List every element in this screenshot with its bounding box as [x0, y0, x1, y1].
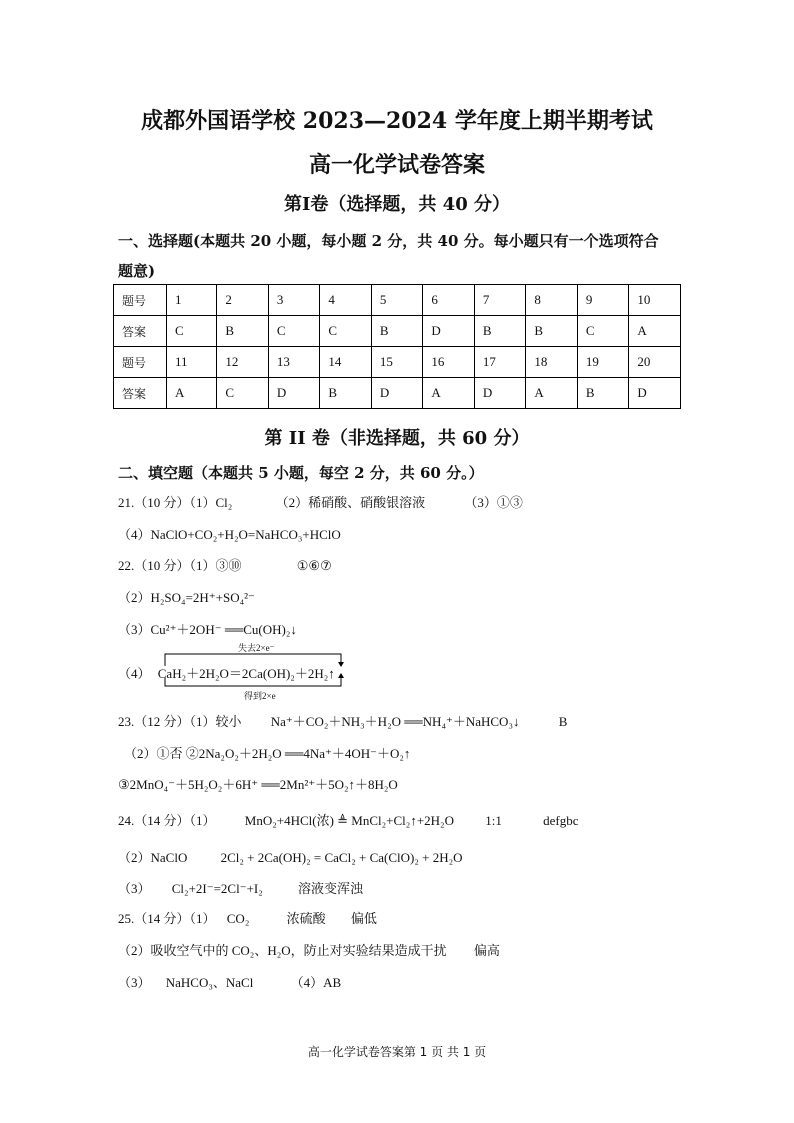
q24-part3: （3）	[118, 881, 151, 896]
table-cell: A	[167, 378, 217, 409]
q23-line3: ③2MnO₄⁻＋5H₂O₂＋6H⁺ ══2Mn²⁺＋5O₂↑＋8H₂O	[118, 777, 398, 792]
table-cell: 1	[167, 285, 217, 316]
q22-line2: （2）H₂SO₄=2H⁺+SO₄²⁻	[118, 590, 255, 605]
q22-line3: （3）Cu²⁺＋2OH⁻ ══Cu(OH)₂↓	[118, 622, 297, 637]
table-cell: 4	[320, 285, 372, 316]
q23-line2: （2）①否 ②2Na₂O₂＋2H₂O ══4Na⁺＋4OH⁻＋O₂↑	[124, 746, 411, 761]
q22-part1b: ①⑥⑦	[296, 558, 332, 573]
q25-effect2: 偏高	[473, 943, 500, 958]
part2-title: 第 II 卷（非选择题，共 60 分）	[264, 428, 530, 449]
table-cell: A	[526, 378, 578, 409]
q24-line1	[118, 810, 578, 829]
table-row	[114, 347, 681, 378]
answer-table	[113, 284, 681, 409]
q25-line1	[118, 908, 377, 927]
q25-reagent: 浓硫酸	[286, 911, 326, 926]
q23-eq: Na⁺＋CO₂＋NH₃＋H₂O ══NH₄⁺＋NaHCO₃↓	[270, 714, 520, 729]
q22-line4	[118, 663, 335, 682]
q25-part1: 25.（14 分）（1）	[118, 911, 216, 926]
table-cell: B	[474, 316, 526, 347]
section1-heading-cont: 题意)	[118, 262, 156, 280]
q22-part4-label: （4）	[118, 666, 151, 681]
q22-part1: 22.（10 分）（1）③⑩	[118, 558, 242, 573]
q24-phenomenon: 溶液变浑浊	[298, 881, 364, 896]
q21-line1	[118, 492, 523, 511]
q24-ratio: 1:1	[485, 813, 502, 828]
q25-part2: （2）吸收空气中的 CO₂、H₂O，防止对实验结果造成干扰	[118, 943, 447, 958]
table-cell: 10	[629, 285, 681, 316]
table-cell: B	[526, 316, 578, 347]
exam-title: 成都外国语学校 2023—2024 学年度上期半期考试	[141, 108, 653, 134]
q25-line3	[118, 972, 341, 991]
table-cell: C	[167, 316, 217, 347]
q24-part1: 24.（14 分）（1）	[118, 813, 216, 828]
q25-products: NaHCO₃、NaCl	[165, 975, 254, 990]
table-row-header: 答案	[114, 316, 167, 347]
q21-part1: 21.（10 分）（1）Cl₂	[118, 495, 233, 510]
table-row	[114, 378, 681, 409]
table-cell: 2	[217, 285, 269, 316]
table-cell: D	[629, 378, 681, 409]
gain-arrow-head	[338, 673, 344, 678]
table-cell: C	[268, 316, 320, 347]
section2-heading: 二、填空题（本题共 5 小题，每空 2 分，共 60 分。）	[118, 464, 484, 482]
section1-heading: 一、选择题(本题共 20 小题，每小题 2 分，共 40 分。每小题只有一个选项符合	[118, 232, 659, 250]
electron-lose-label: 失去2×e⁻	[238, 643, 275, 653]
q23-choice: B	[558, 714, 568, 729]
q25-gas: CO₂	[226, 911, 250, 926]
q24-line3	[118, 878, 363, 897]
q24-eq3: Cl₂+2I⁻=2Cl⁻+I₂	[171, 881, 263, 896]
exam-subtitle: 高一化学试卷答案	[308, 152, 485, 178]
q23-part1: 23.（12 分）（1）较小	[118, 714, 242, 729]
table-row-header: 题号	[114, 285, 167, 316]
table-cell: C	[217, 378, 269, 409]
table-cell: B	[371, 316, 423, 347]
page-footer: 高一化学试卷答案第 1 页 共 1 页	[307, 1045, 487, 1059]
table-cell: 13	[268, 347, 320, 378]
table-cell: 18	[526, 347, 578, 378]
table-cell: D	[371, 378, 423, 409]
table-cell: 15	[371, 347, 423, 378]
q25-effect: 偏低	[350, 911, 377, 926]
table-cell: B	[320, 378, 372, 409]
table-cell: 19	[577, 347, 629, 378]
q25-part3: （3）	[118, 975, 151, 990]
q23-line1	[118, 711, 567, 730]
table-cell: D	[474, 378, 526, 409]
table-cell: 17	[474, 347, 526, 378]
table-cell: D	[268, 378, 320, 409]
q25-line2	[118, 940, 500, 959]
q24-line2	[118, 847, 463, 866]
q21-part3: （3）①③	[464, 495, 523, 510]
table-cell: C	[577, 316, 629, 347]
table-cell: C	[320, 316, 372, 347]
table-cell: 3	[268, 285, 320, 316]
q24-eq2: 2Cl₂ + 2Ca(OH)₂ = CaCl₂ + Ca(ClO)₂ + 2H₂O	[220, 850, 463, 865]
table-cell: B	[217, 316, 269, 347]
table-cell: 8	[526, 285, 578, 316]
q24-part2: （2）NaClO	[118, 850, 188, 865]
table-row-header: 答案	[114, 378, 167, 409]
q24-order: defgbc	[543, 813, 579, 828]
table-row	[114, 316, 681, 347]
table-cell: A	[423, 378, 475, 409]
lose-arrow-head	[338, 662, 344, 667]
table-cell: 5	[371, 285, 423, 316]
table-row-header: 题号	[114, 347, 167, 378]
q21-part2: （2）稀硝酸、硝酸银溶液	[275, 495, 426, 510]
table-cell: 11	[167, 347, 217, 378]
q24-eq: MnO₂+4HCl(浓) ≜ MnCl₂+Cl₂↑+2H₂O	[244, 813, 454, 828]
table-row	[114, 285, 681, 316]
part1-title: 第Ⅰ卷（选择题，共 40 分）	[283, 194, 510, 215]
table-cell: 16	[423, 347, 475, 378]
q22-part4-eq: CaH₂＋2H₂O＝2Ca(OH)₂＋2H₂↑	[157, 666, 335, 681]
q22-line1	[118, 555, 332, 574]
table-cell: 7	[474, 285, 526, 316]
table-cell: 20	[629, 347, 681, 378]
table-cell: D	[423, 316, 475, 347]
electron-gain-label: 得到2×e	[244, 691, 276, 701]
table-cell: 9	[577, 285, 629, 316]
table-cell: 14	[320, 347, 372, 378]
table-cell: 6	[423, 285, 475, 316]
table-cell: A	[629, 316, 681, 347]
q25-part4: （4）AB	[290, 975, 342, 990]
table-cell: B	[577, 378, 629, 409]
table-cell: 12	[217, 347, 269, 378]
q21-line2: （4）NaClO+CO₂+H₂O=NaHCO₃+HClO	[118, 527, 341, 542]
